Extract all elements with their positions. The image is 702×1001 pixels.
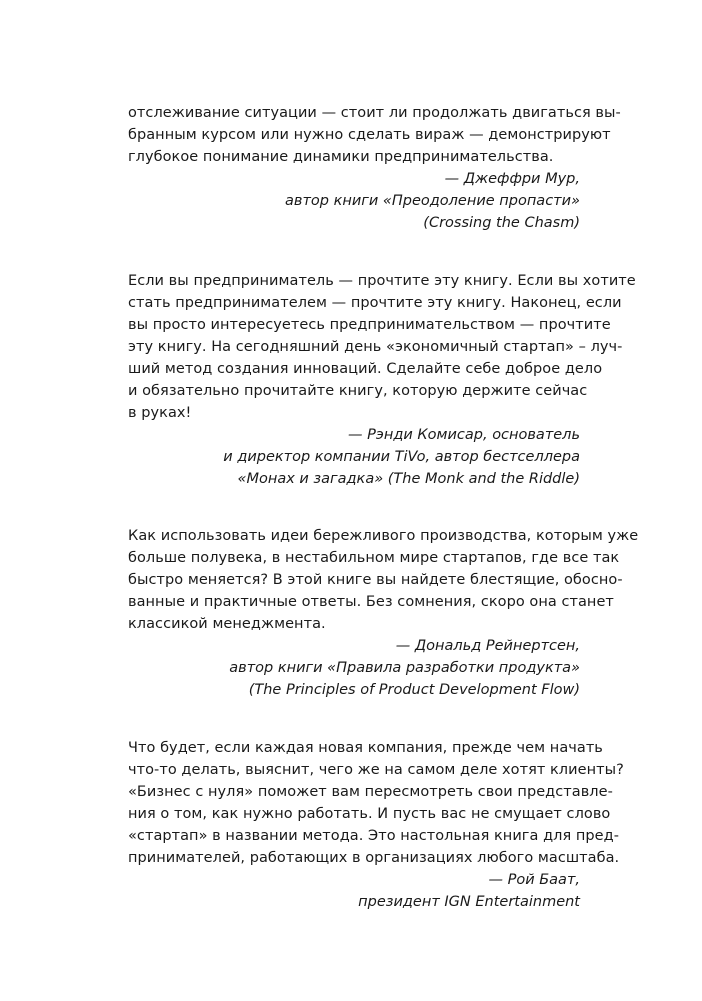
attribution-line: — Дональд Рейнертсен, <box>395 638 580 654</box>
attribution-line: автор книги «Правила разработки продукта» <box>229 660 580 676</box>
quote-line: Что будет, если каждая новая компания, прежде чем начать <box>128 740 603 756</box>
quote-line: больше полувека, в нестабильном мире стартапов, где все так <box>128 550 620 566</box>
quote-line: ванные и практичные ответы. Без сомнения, скоро она станет <box>128 594 614 610</box>
quote-line: ший метод создания инноваций. Сделайте себе доброе дело <box>128 361 603 377</box>
quote-line: быстро меняется? В этой книге вы найдете блестящие, обосно- <box>128 572 623 588</box>
attribution-line: президент IGN Entertainment <box>358 894 580 910</box>
quote-line: и обязательно прочитайте книгу, которую держите сейчас <box>128 383 588 399</box>
attribution-line: автор книги «Преодоление пропасти» <box>285 193 580 209</box>
quote-line: Если вы предприниматель — прочтите эту книгу. Если вы хотите <box>128 273 636 289</box>
quote-line: «Бизнес с нуля» поможет вам пересмотреть свои представле- <box>128 784 613 800</box>
attribution-line: (Crossing the Chasm) <box>423 215 580 231</box>
quote-line: принимателей, работающих в организациях любого масштаба. <box>128 850 620 866</box>
quote-line: в руках! <box>128 405 192 421</box>
quote-line: бранным курсом или нужно сделать вираж — демонстрируют <box>128 127 611 143</box>
quote-line: ния о том, как нужно работать. И пусть вас не смущает слово <box>128 806 611 822</box>
quote-line: «стартап» в названии метода. Это настольная книга для пред- <box>128 828 620 844</box>
quote-line: вы просто интересуетесь предпринимательством — прочтите <box>128 317 611 333</box>
quote-line: глубокое понимание динамики предпринимательства. <box>128 149 554 165</box>
attribution-line: — Рэнди Комисар, основатель <box>348 427 580 443</box>
attribution-line: и директор компании TiVo, автор бестселлера <box>223 449 580 465</box>
quote-line: что-то делать, выяснит, чего же на самом деле хотят клиенты? <box>128 762 624 778</box>
quote-block-moore <box>128 102 621 234</box>
attribution-line: «Монах и загадка» (The Monk and the Riddle) <box>237 471 580 487</box>
quote-line: эту книгу. На сегодняшний день «экономичный стартап» – луч- <box>128 339 623 355</box>
quote-line: отслеживание ситуации — стоит ли продолжать двигаться вы- <box>128 105 621 121</box>
quote-block-komisar <box>128 270 636 490</box>
attribution-line: — Джеффри Мур, <box>444 171 580 187</box>
quote-block-baat <box>128 737 624 913</box>
attribution-line: (The Principles of Product Development Flow) <box>248 682 580 698</box>
quote-line: стать предпринимателем — прочтите эту книгу. Наконец, если <box>128 295 622 311</box>
attribution-line: — Рой Баат, <box>488 872 580 888</box>
quote-block-reinertsen <box>128 525 639 701</box>
quote-line: классикой менеджмента. <box>128 616 326 632</box>
quote-line: Как использовать идеи бережливого производства, которым уже <box>128 528 639 544</box>
